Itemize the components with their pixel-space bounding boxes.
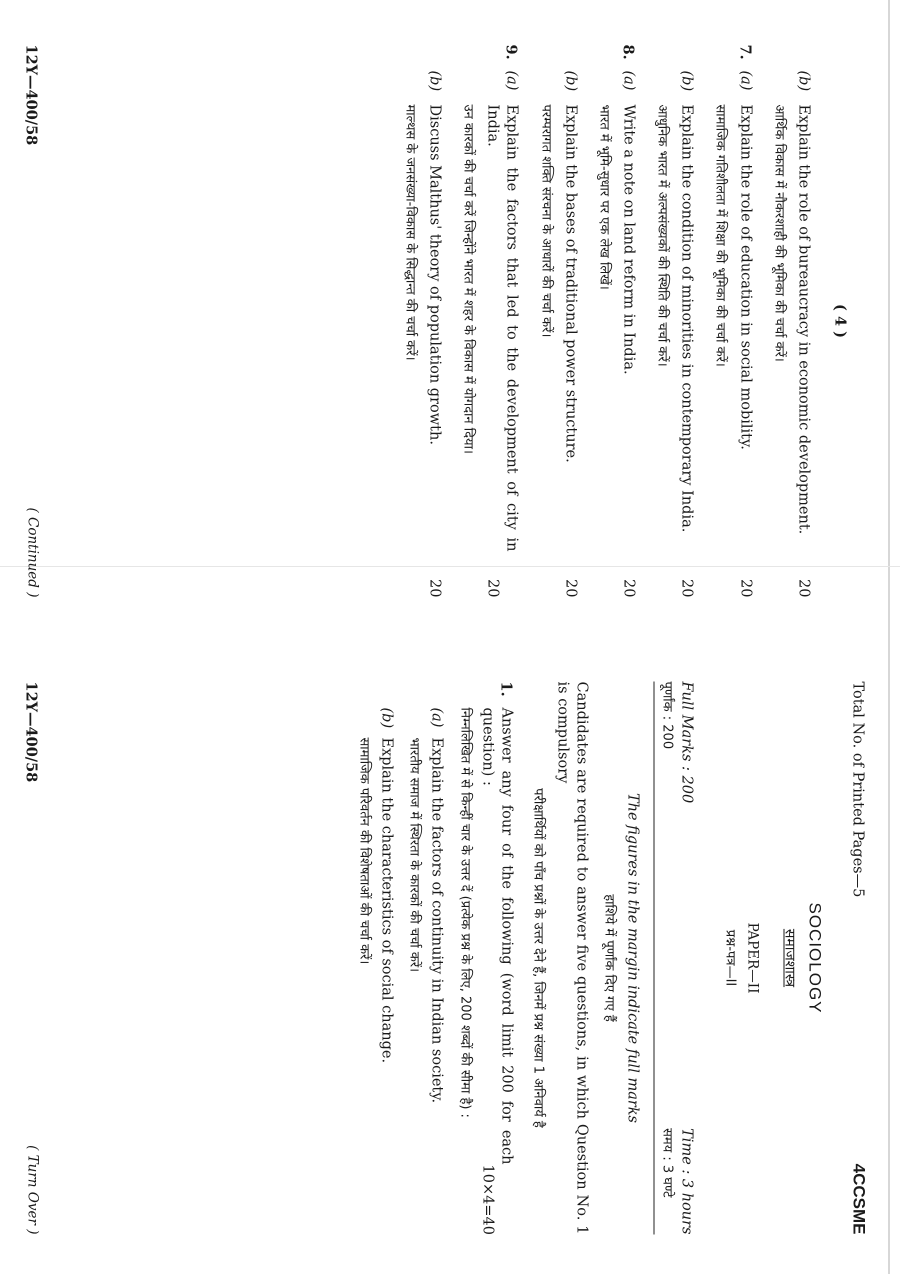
question-text-hindi: उन कारकों की चर्चा करें जिन्होंने भारत में शहर के विकास में योगदान दिया। xyxy=(460,104,476,454)
question-text: Explain the role of education in social mobility. xyxy=(737,104,754,450)
question-text-hindi: माल्थस के जनसंख्या-विकास के सिद्धान्त की चर्चा करें। xyxy=(402,104,418,361)
question-part: (b) xyxy=(426,70,443,92)
page-four xyxy=(0,1,900,638)
question-one-hindi: निम्नलिखित में से किन्हीं चार के उत्तर दें (प्रत्येक प्रश्न के लिए, 200 शब्दों की सीमा है) : xyxy=(457,707,473,1118)
sub-question-text-hindi: भारतीय समाज में स्थिरता के कारकों की चर्चा करें। xyxy=(406,737,422,973)
footer-note: ( Continued ) xyxy=(24,507,41,598)
sub-question-row xyxy=(427,708,446,1235)
question-marks: 20 xyxy=(562,579,579,598)
question-text-hindi: आर्थिक विकास में नौकरशाही की भूमिका की चर्चा करें। xyxy=(771,104,787,362)
question-part: (b) xyxy=(562,70,579,92)
question-part: (a) xyxy=(503,70,520,91)
question-marks: 20 xyxy=(737,579,754,598)
question-text: Explain the characteristics of social change. xyxy=(378,737,395,1064)
question-text-hindi: आधुनिक भारत में अल्पसंख्यकों की स्थिति की चर्चा करें। xyxy=(654,104,670,367)
page-footer xyxy=(22,45,41,598)
question-part: (b) xyxy=(678,70,695,92)
time-allowed: Time : 3 hours xyxy=(678,1128,695,1235)
question-row xyxy=(793,45,812,598)
question-one xyxy=(477,682,515,1235)
question-text: Explain the role of bureaucracy in economic development. xyxy=(795,104,812,535)
figures-note: The figures in the margin indicate full marks xyxy=(624,792,641,1123)
instructions-hindi: परीक्षार्थियों को पाँच प्रश्नों के उत्तर देने हैं, जिनमें प्रश्न संख्या 1 अनिवार्य है xyxy=(530,788,546,1128)
sub-question-text-hindi: सामाजिक परिवर्तन की विशेषताओं की चर्चा करें। xyxy=(356,737,372,965)
question-text: Explain the factors of continuity in Indian society. xyxy=(428,737,445,1104)
question-text-hindi: परम्परागत शक्ति संरचना के आधारों की चर्चा करें। xyxy=(538,104,554,338)
question-text: Discuss Malthus' theory of population growth. xyxy=(426,104,443,445)
question-part: (b) xyxy=(795,70,812,92)
paper-title-hindi: प्रश्न-पत्र—II xyxy=(722,929,738,987)
full-marks: Full Marks : 200 xyxy=(678,681,695,804)
subject-title: SOCIOLOGY xyxy=(805,902,825,1014)
divider xyxy=(653,682,654,1235)
question-text-hindi: सामाजिक गतिशीलता में शिक्षा की भूमिका की चर्चा करें। xyxy=(712,104,728,367)
time-allowed-hindi: समय : 3 घण्टे xyxy=(659,1128,675,1198)
question-marks: 20 xyxy=(678,579,695,598)
question-text: Explain the factors that led to the development of city in India. xyxy=(484,104,520,552)
subject-title-hindi: समाजशास्त्र xyxy=(781,928,798,988)
question-part: (a) xyxy=(428,707,445,728)
instructions: Candidates are required to answer five questions, in which Question No. 1 is compulsory xyxy=(554,681,590,1235)
question-marks: 10×4=40 xyxy=(479,1164,496,1235)
question-part: (a) xyxy=(737,70,754,91)
footer-code: 12Y—400/58 xyxy=(22,681,40,783)
question-text-hindi: भारत में भूमि-सुधार पर एक लेख लिखें। xyxy=(596,104,612,290)
page-number: ( 4 ) xyxy=(831,304,849,338)
paper-title: PAPER—II xyxy=(744,922,761,994)
question-row xyxy=(618,45,637,598)
question-marks: 20 xyxy=(620,579,637,598)
page-one xyxy=(0,638,900,1275)
question-number: 8. xyxy=(619,44,637,60)
marks-time-row xyxy=(658,682,695,1235)
question-marks: 20 xyxy=(484,579,501,598)
sub-question-list xyxy=(355,682,446,1235)
question-list xyxy=(401,45,812,598)
question-row xyxy=(483,45,521,598)
printed-pages: Total No. of Printed Pages—5 xyxy=(849,681,866,898)
question-text: Write a note on land reform in India. xyxy=(620,104,637,375)
question-marks: 20 xyxy=(426,579,443,598)
question-row xyxy=(677,45,696,598)
question-text: Answer any four of the following (word limit 200 for each question) : xyxy=(479,707,515,1165)
question-marks: 20 xyxy=(795,579,812,598)
question-row xyxy=(424,45,443,598)
question-part: (b) xyxy=(378,707,395,729)
header-row xyxy=(847,682,869,1235)
figures-note-hindi: हाशिये में पूर्णांक दिए गए हैं xyxy=(601,894,617,1022)
question-row xyxy=(735,45,754,598)
question-text: Explain the bases of traditional power structure. xyxy=(562,104,579,463)
question-number: 9. xyxy=(502,44,520,60)
footer-note: ( Turn Over ) xyxy=(24,1145,41,1235)
page-footer xyxy=(22,682,41,1235)
question-row xyxy=(560,45,579,598)
full-marks-hindi: पूर्णांक : 200 xyxy=(659,681,675,750)
question-text: Explain the condition of minorities in contemporary India. xyxy=(678,104,695,533)
question-number: 1. xyxy=(497,681,515,697)
footer-code: 12Y—400/58 xyxy=(22,44,40,146)
paper-code: 4CCSME xyxy=(849,1163,869,1235)
sub-question-row xyxy=(377,708,396,1235)
question-number: 7. xyxy=(736,44,754,60)
question-part: (a) xyxy=(620,70,637,91)
